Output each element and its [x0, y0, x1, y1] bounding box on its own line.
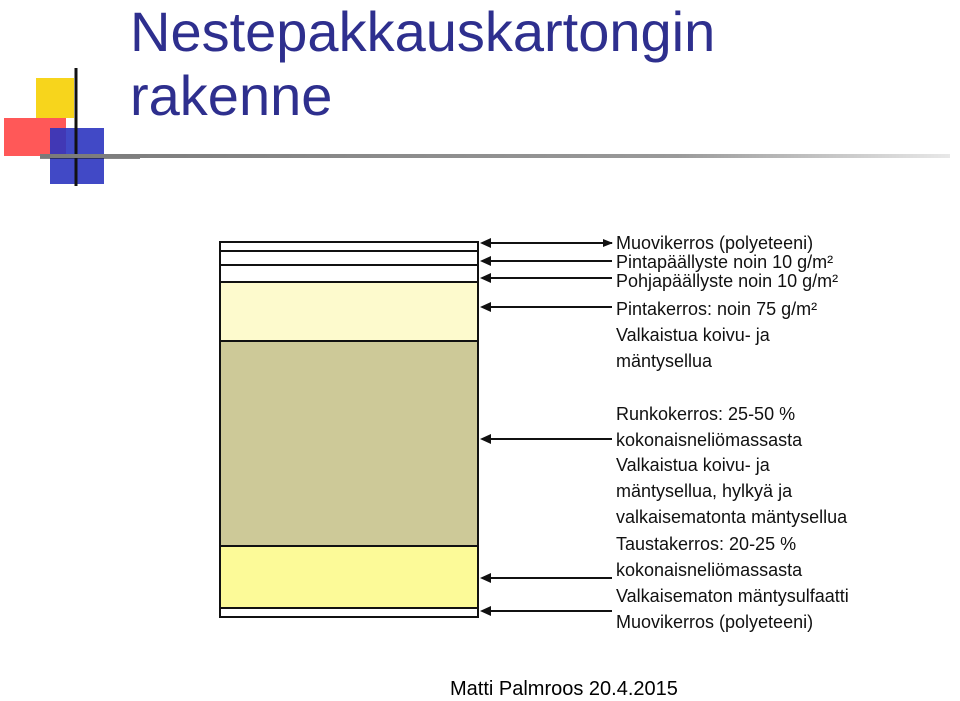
arrowhead-6: [480, 573, 491, 583]
label-top-1: Pintakerros: noin 75 g/m²: [616, 299, 818, 319]
label-pe-bottom: Muovikerros (polyeteeni): [616, 612, 814, 632]
label-coat-base: Pohjapäällyste noin 10 g/m²: [616, 271, 839, 291]
layer-middle: [220, 341, 478, 546]
arrows: [490, 243, 612, 611]
label-top-2: Valkaistua koivu- ja: [616, 325, 770, 345]
label-coat-top: Pintapäällyste noin 10 g/m²: [616, 252, 834, 272]
title-line-2: rakenne: [130, 64, 333, 127]
layer-coat-base: [220, 265, 478, 282]
layer-top: [220, 282, 478, 341]
label-back-1: Taustakerros: 20-25 %: [616, 534, 797, 554]
layer-pe-top: [220, 242, 478, 251]
arrowheads: [480, 238, 491, 616]
arrowhead-5: [480, 434, 491, 444]
label-middle-2: kokonaisneliömassasta: [616, 430, 803, 450]
layer-stack: [220, 242, 478, 617]
arrowhead-1: [480, 238, 491, 248]
title-line-1: Nestepakkauskartongin: [130, 0, 716, 63]
arrowhead-4: [480, 302, 491, 312]
layer-coat-top: [220, 251, 478, 265]
label-back-2: kokonaisneliömassasta: [616, 560, 803, 580]
label-middle-3: Valkaistua koivu- ja: [616, 455, 770, 475]
label-back-3: Valkaisematon mäntysulfaatti: [616, 586, 849, 606]
arrowhead-3: [480, 273, 491, 283]
arrowhead-7: [480, 606, 491, 616]
arrowhead-2: [480, 256, 491, 266]
footer-text: Matti Palmroos 20.4.2015: [450, 678, 678, 700]
layer-labels: [616, 233, 849, 632]
label-pe-top: Muovikerros (polyeteeni): [616, 233, 814, 253]
label-middle-5: valkaisematonta mäntysellua: [616, 507, 848, 527]
layer-back: [220, 546, 478, 608]
label-middle-1: Runkokerros: 25-50 %: [616, 404, 796, 424]
label-top-3: mäntysellua: [616, 351, 713, 371]
label-middle-4: mäntysellua, hylkyä ja: [616, 481, 793, 501]
layer-pe-bottom: [220, 608, 478, 617]
